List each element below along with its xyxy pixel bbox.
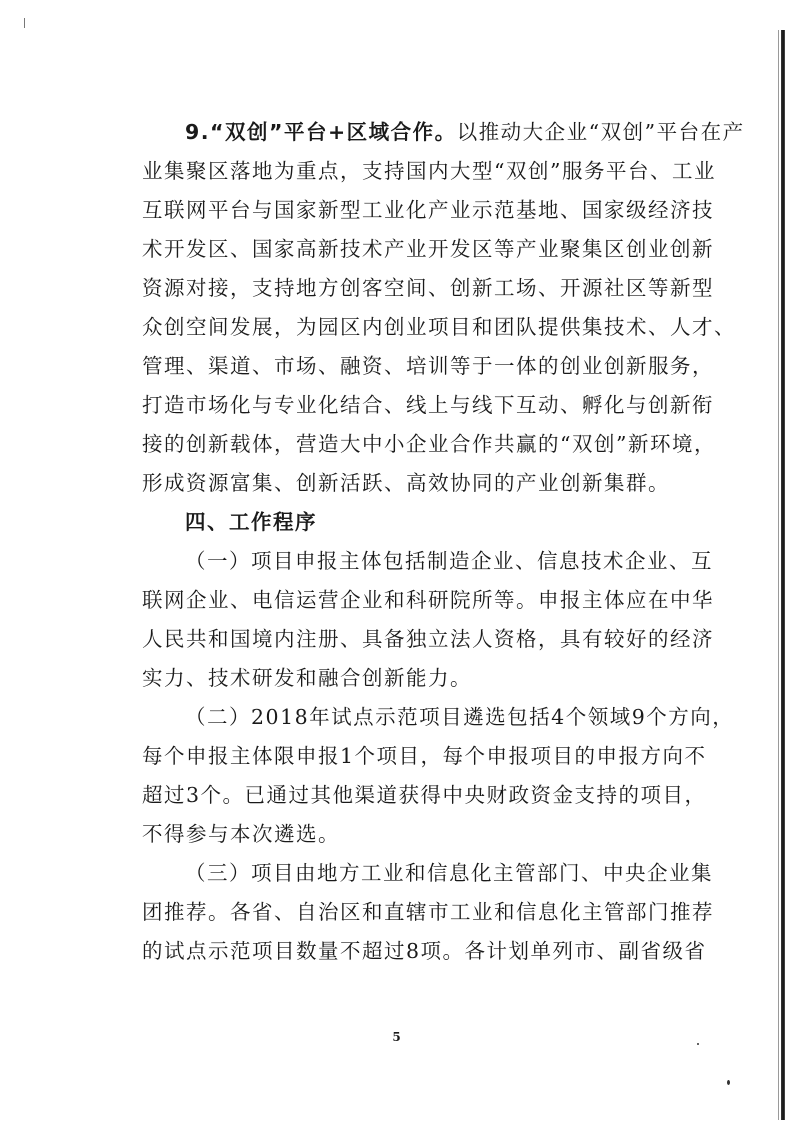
paragraph-line: 接的创新载体，营造大中小企业合作共赢的“双创”新环境，	[142, 432, 716, 456]
paragraph-line: 不得参与本次遴选。	[142, 822, 340, 846]
paragraph-line: 团推荐。各省、自治区和直辖市工业和信息化主管部门推荐	[142, 900, 714, 924]
paragraph-line: 打造市场化与专业化结合、线上与线下互动、孵化与创新衔	[142, 393, 714, 417]
scan-edge-line	[778, 30, 779, 1120]
scan-edge-shadow	[781, 30, 785, 1120]
paragraph-line: 联网企业、电信运营企业和科研院所等。申报主体应在中华	[142, 588, 714, 612]
paragraph-line: （一）项目申报主体包括制造企业、信息技术企业、互	[185, 549, 713, 573]
paragraph-line: 的试点示范项目数量不超过8项。各计划单列市、副省级省	[142, 939, 707, 963]
paragraph-line: 每个申报主体限申报1个项目，每个申报项目的申报方向不	[142, 744, 707, 768]
paragraph-line	[142, 113, 745, 152]
scan-speck	[727, 1080, 730, 1085]
body-text	[142, 113, 745, 971]
paragraph-line: 实力、技术研发和融合创新能力。	[142, 666, 472, 690]
paragraph-line: 超过3个。已通过其他渠道获得中央财政资金支持的项目，	[142, 783, 707, 807]
paragraph-line: 业集聚区落地为重点，支持国内大型“双创”服务平台、工业	[142, 159, 716, 183]
paragraph-line: （二）2018年试点示范项目遴选包括4个领域9个方向，	[185, 705, 735, 729]
paragraph-line: 术开发区、国家高新技术产业开发区等产业聚集区创业创新	[142, 237, 714, 261]
scan-mark	[24, 18, 25, 28]
paragraph-line: 管理、渠道、市场、融资、培训等于一体的创业创新服务，	[142, 354, 714, 378]
paragraph-line: （三）项目由地方工业和信息化主管部门、中央企业集	[185, 861, 713, 885]
paragraph-heading: 9.“双创”平台+区域合作。	[185, 120, 457, 144]
paragraph-line: 人民共和国境内注册、具备独立法人资格，具有较好的经济	[142, 627, 714, 651]
paragraph-line: 互联网平台与国家新型工业化产业示范基地、国家级经济技	[142, 198, 714, 222]
paragraph-text: 以推动大企业“双创”平台在产	[456, 120, 745, 144]
paragraph-line: 形成资源富集、创新活跃、高效协同的产业创新集群。	[142, 471, 670, 495]
page-number: 5	[392, 1030, 401, 1044]
section-title: 四、工作程序	[185, 510, 317, 534]
paragraph-line: 资源对接，支持地方创客空间、创新工场、开源社区等新型	[142, 276, 714, 300]
paragraph-line: 众创空间发展，为园区内创业项目和团队提供集技术、人才、	[142, 315, 736, 339]
